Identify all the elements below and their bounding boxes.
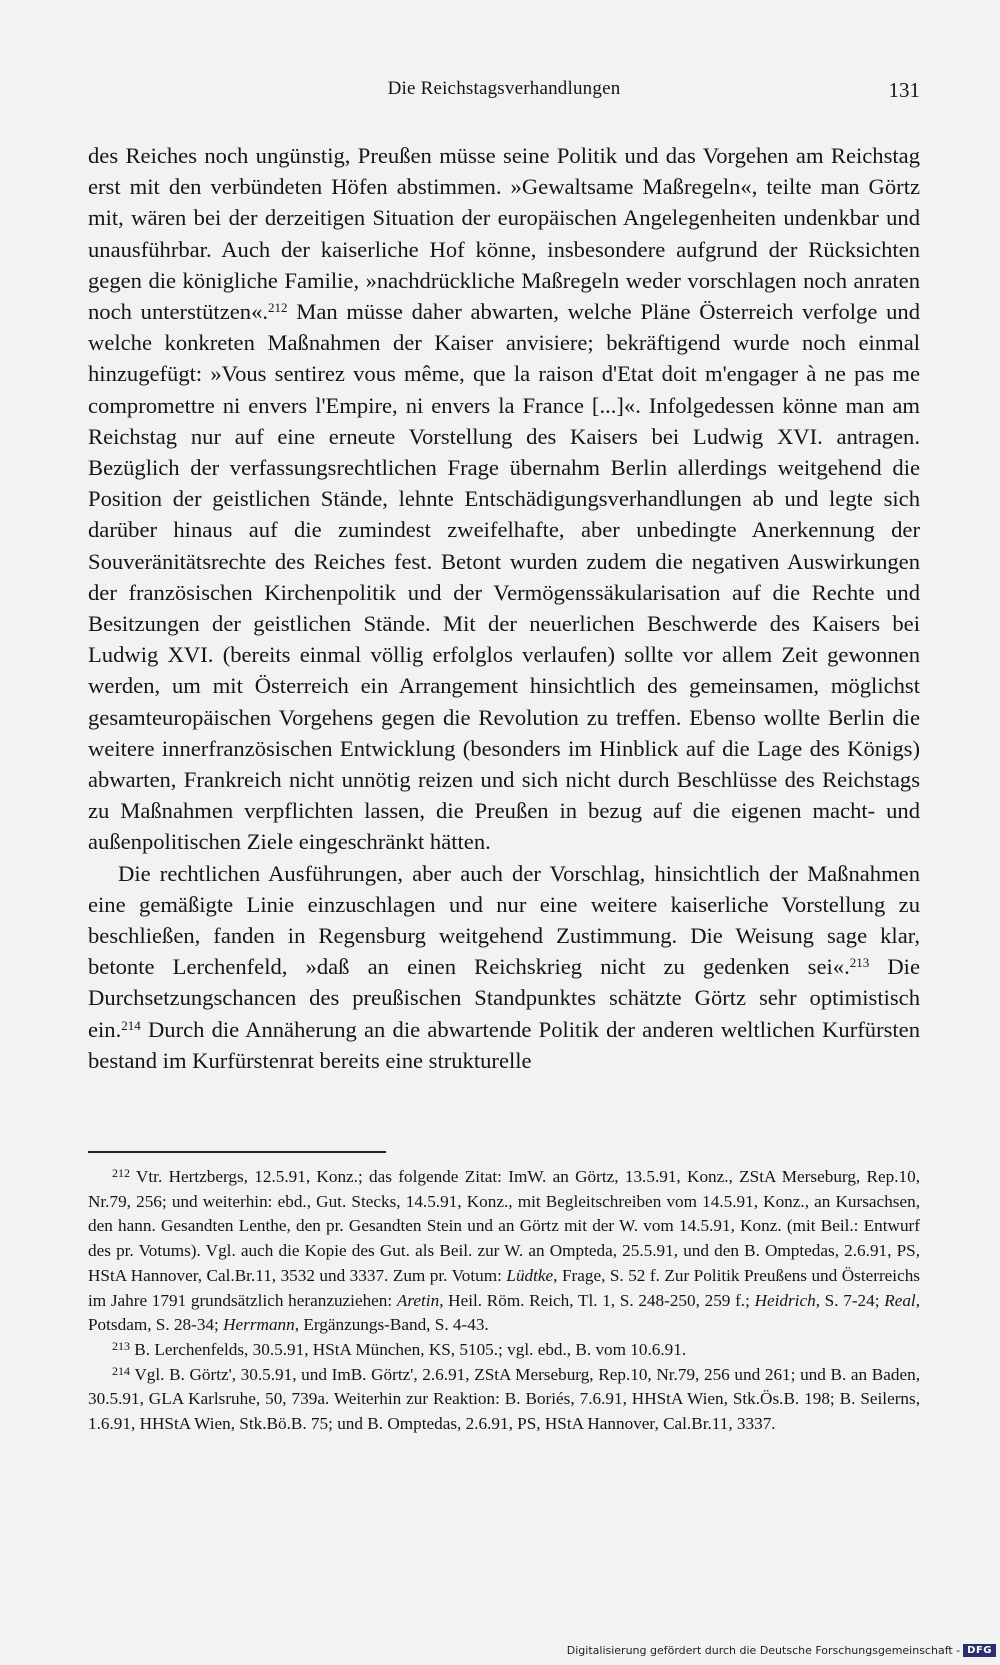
footnote-divider bbox=[88, 1151, 386, 1153]
paragraph-1: des Reiches noch ungünstig, Preußen müsse seine Politik und das Vorgehen am Reichstag erst mit den verbündeten Höfen abstimmen. »Gewaltsame Maßregeln«, teilte man Görtz mit, wären bei der derzeitigen Situation der europäischen Angelegenheiten undenkbar und unausführbar. Auch der kaiserliche Hof könne, insbesondere aufgrund der Rücksichten gegen die königliche Familie, »nachdrückliche Maßregeln weder vorschlagen noch anraten noch unterstützen«.$^{212}$ Man müsse daher abwarten, welche Pläne Österreich verfolge und welche konkreten Maßnahmen der Kaiser anvisiere; bekräftigend wurde noch einmal hinzugefügt: »Vous sentirez vous même, que la raison d'Etat doit m'engager à ne pas me compromettre ni envers l'Empire, ni envers la France [...]«. Infolgedessen könne man am Reichstag nur auf eine erneute Vorstellung des Kaisers bei Ludwig XVI. antragen. Bezüglich der verfassungsrechtlichen Frage übernahm Berlin allerdings weitgehend die Position der geistlichen Stände, lehnte Entschädigungsverhandlungen ab und legte sich darüber hinaus auf die zumindest zweifelhafte, aber unbedingte Anerkennung der Souveränitätsrechte des Reiches fest. Betont wurden zudem die negativen Auswirkungen der französischen Kirchenpolitik und der Vermögenssäkularisation auf die Rechte und Besitzungen der geistlichen Stände. Mit der neuerlichen Beschwerde des Kaisers bei Ludwig XVI. (bereits einmal völlig erfolglos verlaufen) sollte vor allem Zeit gewonnen werden, um mit Österreich ein Arrangement hinsichtlich des gemeinsamen, möglichst gesamteuropäischen Vorgehens gegen die Revolution zu treffen. Ebenso wollte Berlin die weitere innerfranzösischen Entwicklung (besonders im Hinblick auf die Lage des Königs) abwarten, Frankreich nicht unnötig reizen und sich nicht durch Beschlüsse des Reichstags zu Maßnahmen verpflichten lassen, die Preußen in bezug auf die eigenen macht- und außenpolitischen Ziele eingeschränkt hätten. bbox=[88, 143, 920, 855]
footnote-ref-213: 213 bbox=[849, 955, 870, 971]
digitization-credit-text: Digitalisierung gefördert durch die Deutsche Forschungsgemeinschaft - bbox=[566, 1644, 961, 1657]
footnote-ref-212: 212 bbox=[268, 300, 288, 316]
running-head-title: Die Reichstagsverhandlungen bbox=[387, 78, 621, 99]
paragraph-2: Die rechtlichen Ausführungen, aber auch der Vorschlag, hinsichtlich der Maßnahmen eine gemäßigte Linie einzuschlagen und nur eine weitere kaiserliche Vorstellung zu beschließen, fanden in Regensburg weitgehend Zustimmung. Die Weisung sage klar, betonte Lerchenfeld, »daß an einen Reichskrieg nicht zu gedenken sei«.$^{213}$ Die Durchsetzungschancen des preußischen Standpunktes schätzte Görtz sehr optimistisch ein.$^{214}$ Durch die Annäherung an die abwartende Politik der anderen weltlichen Kurfürsten bestand im Kurfürstenrat bereits eine strukturelle bbox=[88, 860, 920, 1073]
digitization-credit bbox=[567, 1644, 996, 1657]
footnote-212: $^{212}$ Vtr. Hertzbergs, 12.5.91, Konz.; das folgende Zitat: ImW. an Görtz, 13.5.91, Konz., ZStA Merseburg, Rep.10, Nr.79, 256; und weiterhin: ebd., Gut. Stecks, 14.5.91, Konz., mit Begleitschreiben vom 14.5.91, Konz., an Kursachsen, den hann. Gesandten Lenthe, den pr. Gesandten Stein und an Görtz mit der W. vom 14.5.91, Konz. (mit Beil.: Entwurf des pr. Votums). Vgl. auch die Kopie des Gut. als Beil. zur W. an Ompteda, 25.5.91, und den B. Omptedas, 2.6.91, PS, HStA Hannover, Cal.Br.11, 3532 und 3337. Zum pr. Votum: Lüdtke, Frage, S. 52 f. Zur Politik Preußens und Österreichs im Jahre 1791 grundsätzlich heranzuziehen: Aretin, Heil. Röm. Reich, Tl. 1, S. 248-250, 259 f.; Heidrich, S. 7-24; Real, Potsdam, S. 28-34; Herrmann, Ergänzungs-Band, S. 4-43. bbox=[88, 1166, 920, 1335]
running-head bbox=[88, 78, 920, 110]
footnote-213: $^{213}$ B. Lerchenfelds, 30.5.91, HStA München, KS, 5105.; vgl. ebd., B. vom 10.6.91. bbox=[112, 1338, 687, 1359]
footnote-ref-214: 214 bbox=[121, 1017, 141, 1033]
footnote-214: $^{214}$ Vgl. B. Görtz', 30.5.91, und ImB. Görtz', 2.6.91, ZStA Merseburg, Rep.10, Nr.79, 256 und 261; und B. an Baden, 30.5.91, GLA Karlsruhe, 50, 739a. Weiterhin zur Reaktion: B. Boriés, 7.6.91, HHStA Wien, Stk.Ös.B. 198; B. Seilerns, 1.6.91, HHStA Wien, Stk.Bö.B. 75; und B. Omptedas, 2.6.91, PS, HStA Hannover, Cal.Br.11, 3337. bbox=[88, 1363, 920, 1434]
page-number: 131 bbox=[888, 78, 920, 102]
dfg-logo-icon: DFG bbox=[963, 1644, 996, 1657]
footnotes bbox=[88, 1165, 920, 1437]
main-text bbox=[88, 140, 920, 1076]
